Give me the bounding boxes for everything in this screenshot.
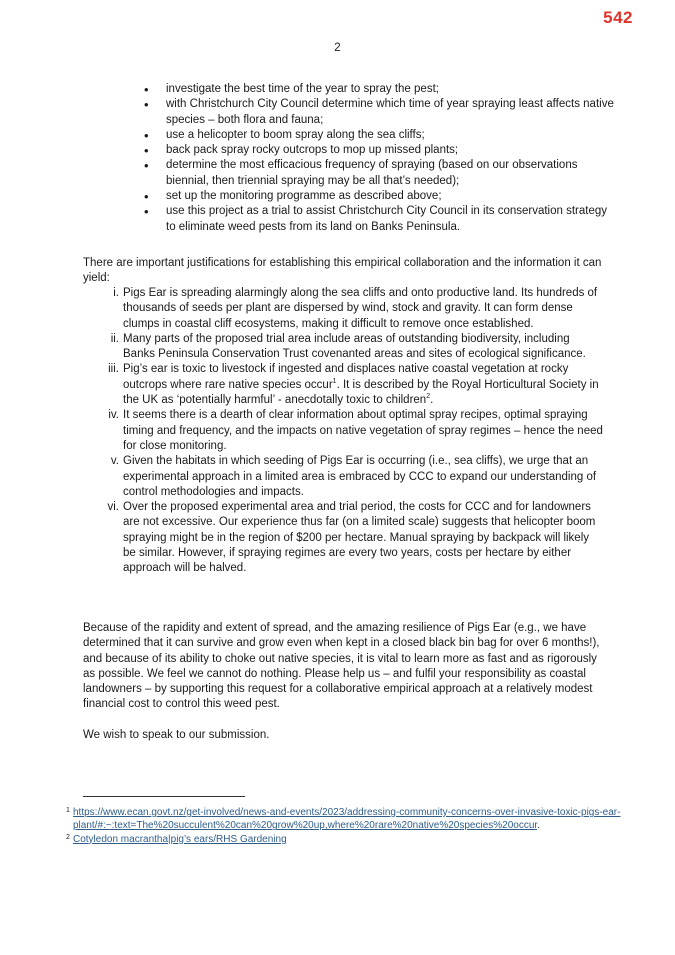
- page-number: 2: [334, 42, 341, 54]
- action-bullet-list: [144, 82, 614, 235]
- justification-item: [83, 286, 603, 332]
- item-text: Given the habitats in which seeding of Pigs Ear is occurring (i.e., sea cliffs), we urge that an experimental approach in a limited area is embraced by CCC to expand our understanding of control methodologies and impacts.: [123, 455, 597, 498]
- bullet-item: • determine the most efficacious frequency of spraying (based on our observations biennial, then triennial spraying may be all that’s needed);: [144, 158, 614, 189]
- justification-list: [83, 286, 603, 577]
- item-text: Pig’s ear is toxic to livestock if ingested and displaces native coastal vegetation at rocky outcrops where rare native species occur: [123, 363, 569, 391]
- footnote-suffix: .: [537, 820, 540, 832]
- item-text: Pigs Ear is spreading alarmingly along the sea cliffs and onto productive land. Its hundreds of thousands of seeds per plant are dispersed by wind, stock and gravity. It can form dense clumps in coastal cliff ecosystems, making it difficult to remove once established.: [123, 287, 598, 330]
- closing-paragraph: Because of the rapidity and extent of spread, and the amazing resilience of Pigs Ear (e.g., we have determined that it can survive and grow even when kept in a closed black bin bag for over 6 months!), and because of its ability to choke out native species, it is vital to learn more as fast and as rigorously as possible. We feel we cannot do nothing. Please help us – and fulfil your responsibility as coastal landowners – by supporting this request for a collaborative empirical approach at a relatively modest financial cost to control this weed pest.: [83, 622, 600, 711]
- justification-item: [83, 500, 603, 576]
- item-number: iii.: [108, 363, 119, 376]
- bullet-item: • use a helicopter to boom spray along the sea cliffs;: [144, 128, 614, 143]
- bullet-item: • back pack spray rocky outcrops to mop up missed plants;: [144, 143, 614, 158]
- footnotes: [66, 806, 626, 846]
- footnote-ref[interactable]: 2: [426, 393, 431, 401]
- page-stamp-number: 542: [603, 8, 633, 27]
- item-text: Over the proposed experimental area and trial period, the costs for CCC and for landowners are not excessive. Our experience thus far (on a limited scale) suggests that helicopter boom spraying might be in the region of $200 per hectare. Manual spraying by backpack will likely be similar. However, if spraying regimes are every two years, costs per hectare by either approach will be halved.: [123, 501, 596, 575]
- bullet-item: • with Christchurch City Council determine which time of year spraying least affects native species – both flora and fauna;: [144, 97, 614, 128]
- footnote-mark: 1: [66, 807, 70, 814]
- item-number: i.: [113, 287, 119, 299]
- footnote-divider: [83, 796, 245, 797]
- item-number: iv.: [108, 409, 119, 422]
- justification-item: [83, 408, 603, 454]
- item-text: It seems there is a dearth of clear information about optimal spray recipes, optimal spraying timing and frequency, and the impacts on native vegetation of spray regimes – hence the need for close monitoring.: [123, 409, 603, 452]
- item-text: .: [430, 394, 434, 407]
- justification-item: [83, 332, 603, 363]
- item-number: vi.: [107, 501, 119, 514]
- footnote-link[interactable]: Cotyledon macrantha|pig’s ears/RHS Gardening: [73, 833, 287, 845]
- speak-statement: We wish to speak to our submission.: [83, 729, 270, 741]
- item-number: v.: [110, 455, 119, 468]
- bullet-item: • use this project as a trial to assist Christchurch City Council in its conservation strategy to eliminate weed pests from its land on Banks Peninsula.: [144, 204, 614, 235]
- item-text: . It is described by the Royal Horticultural Society in the UK as ‘potentially harmful’ - anecdotally toxic to children: [123, 378, 599, 407]
- justification-item: [83, 362, 603, 408]
- bullet-item: • investigate the best time of the year to spray the pest;: [144, 82, 614, 97]
- footnote-mark: 2: [66, 833, 70, 841]
- footnote-link[interactable]: https://www.ecan.govt.nz/get-involved/news-and-events/2023/addressing-community-concerns-over-invasive-toxic-pigs-ear-plant/#:~:text=The%20succulent%20can%20grow%20up,where%20rare%20native%20species%20occur: [73, 807, 621, 832]
- item-number: ii.: [110, 332, 119, 345]
- justification-intro: There are important justifications for establishing this empirical collaboration and the information it can yield:: [83, 257, 602, 285]
- footnote-2: [66, 833, 626, 846]
- item-text: Many parts of the proposed trial area include areas of outstanding biodiversity, including Banks Peninsula Conservation Trust covenanted areas and sites of ecological significance.: [123, 332, 586, 361]
- footnote-ref[interactable]: 1: [332, 377, 337, 385]
- footnote-1: [66, 806, 626, 833]
- bullet-item: • set up the monitoring programme as described above;: [144, 189, 614, 204]
- justification-item: [83, 454, 603, 500]
